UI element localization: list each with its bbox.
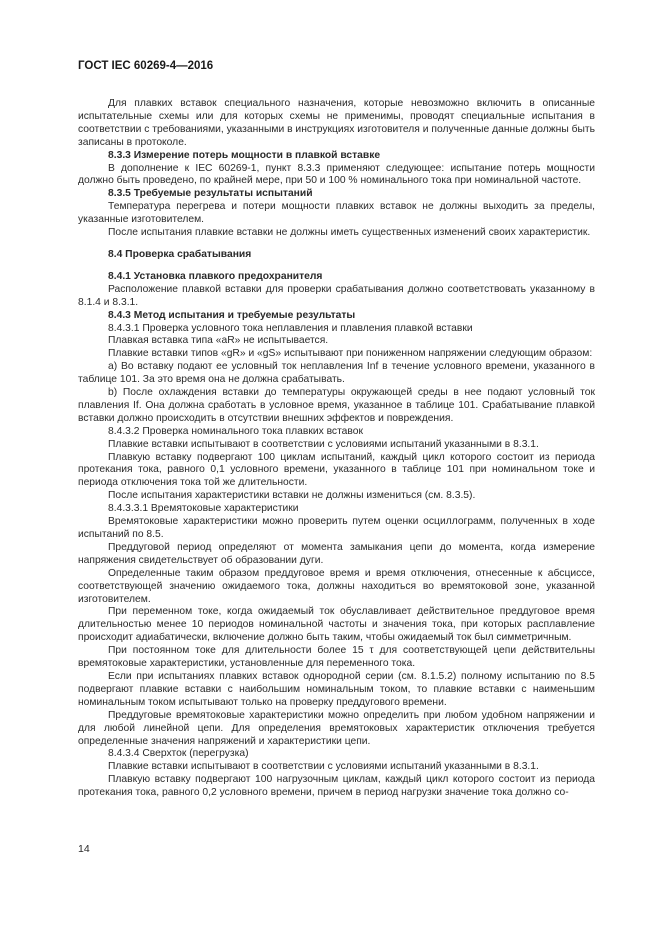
subsection-heading: 8.4.3.3.1 Времятоковые характеристики: [108, 503, 299, 515]
section-heading: 8.4 Проверка срабатывания: [108, 248, 252, 260]
paragraph: Преддуговые времятоковые характеристики можно определить при любом удобном напряжении и для любой линейной цепи. Для определения времятоковых характеристик отключения требуется определенные значения напряжений и характеристики цепи.: [78, 709, 595, 747]
paragraph: При постоянном токе для длительности более 15 τ для соответствующей цепи действительны времятоковые характеристики, установленные для переменного тока.: [78, 645, 595, 670]
section-heading: 8.4.3 Метод испытания и требуемые результаты: [108, 309, 356, 321]
list-item: а) Во вставку подают ее условный ток неплавления Inf в течение условного времени, указанного в таблице 101. За это время она не должна срабатывать.: [78, 361, 595, 386]
paragraph: Плавкую вставку подвергают 100 нагрузочным циклам, каждый цикл которого состоит из периода протекания тока, равного 0,2 условного времени, причем в период нагрузки значение тока должно со-: [78, 774, 595, 799]
paragraph: Плавкая вставка типа «aR» не испытывается.: [108, 335, 329, 347]
document-body: [78, 98, 595, 800]
paragraph: Определенные таким образом преддуговое время и время отключения, отнесенные к абсциссе, соответствующей значению ожидаемого тока, должны находиться во времятоковой зоне, указанной изготовителем.: [78, 567, 595, 605]
paragraph: Для плавких вставок специального назначения, которые невозможно включить в описанные испытательные схемы или для которых схемы не применимы, проводят специальные испытания в соответствии с требованиями, указанными в инструкциях изготовителя и полученные данные должны быть записаны в протоколе.: [78, 98, 595, 148]
paragraph: Плавкие вставки испытывают в соответствии с условиями испытаний указанными в 8.3.1.: [108, 761, 539, 773]
subsection-heading: 8.4.3.4 Сверхток (перегрузка): [108, 748, 249, 760]
paragraph: Расположение плавкой вставки для проверки срабатывания должно соответствовать указанному в 8.1.4 и 8.3.1.: [78, 283, 595, 308]
paragraph: Плавкие вставки испытывают в соответствии с условиями испытаний указанными в 8.3.1.: [108, 438, 539, 450]
paragraph: Времятоковые характеристики можно проверить путем оценки осциллограмм, полученных в ходе испытаний по 8.5.: [78, 516, 595, 540]
section-heading: 8.4.1 Установка плавкого предохранителя: [108, 270, 323, 282]
subsection-heading: 8.4.3.2 Проверка номинального тока плавких вставок: [108, 425, 363, 437]
subsection-heading: 8.4.3.1 Проверка условного тока неплавления и плавления плавкой вставки: [108, 322, 473, 334]
paragraph: Если при испытаниях плавких вставок однородной серии (см. 8.1.5.2) полному испытанию по 8.5 подвергают плавкие вставки с наибольшим номинальным током, то плавкие вставки с наименьшим номинальным током испытывают только на проверку преддугового времени.: [78, 670, 595, 708]
paragraph: Плавкие вставки типов «gR» и «gS» испытывают при пониженном напряжении следующим образом:: [108, 348, 593, 360]
list-item: b) После охлаждения вставки до температуры окружающей среды в нее подают условный ток плавления If. Она должна сработать в условное время, указанное в таблице 101. Срабатывание плавкой вставки должно происходить в отсутствии внешних эффектов и повреждения.: [78, 387, 595, 424]
paragraph: Плавкую вставку подвергают 100 циклам испытаний, каждый цикл которого состоит из периода протекания тока, равного 0,1 условного времени, указанного в таблице 101 при номинальном токе и периода отключения тока той же длительности.: [78, 451, 595, 489]
paragraph: При переменном токе, когда ожидаемый ток обуславливает действительное преддуговое время длительностью менее 10 периодов номинальной частоты и значения тока, при которых расплавление происходит адиабатически, включение должно быть таким, чтобы ожидаемый ток был симметричным.: [78, 606, 595, 644]
paragraph: Преддуговой период определяют от момента замыкания цепи до момента, когда измерение напряжения свидетельствует об образовании дуги.: [78, 541, 595, 566]
section-heading: 8.3.3 Измерение потерь мощности в плавкой вставке: [108, 149, 381, 161]
page-number: 14: [78, 843, 90, 855]
paragraph: В дополнение к IEC 60269-1, пункт 8.3.3 применяют следующее: испытание потерь мощности должно быть проведено, по крайней мере, при 50 и 100 % номинального тока при номинальной частоте.: [78, 162, 595, 187]
document-header-title: ГОСТ IEC 60269-4—2016: [78, 60, 214, 72]
paragraph: Температура перегрева и потери мощности плавких вставок не должны выходить за пределы, указанные изготовителем.: [78, 201, 595, 226]
section-heading: 8.3.5 Требуемые результаты испытаний: [108, 188, 313, 200]
paragraph: После испытания плавкие вставки не должны иметь существенных изменений своих характеристик.: [108, 227, 591, 239]
paragraph: После испытания характеристики вставки не должны измениться (см. 8.3.5).: [108, 490, 476, 502]
